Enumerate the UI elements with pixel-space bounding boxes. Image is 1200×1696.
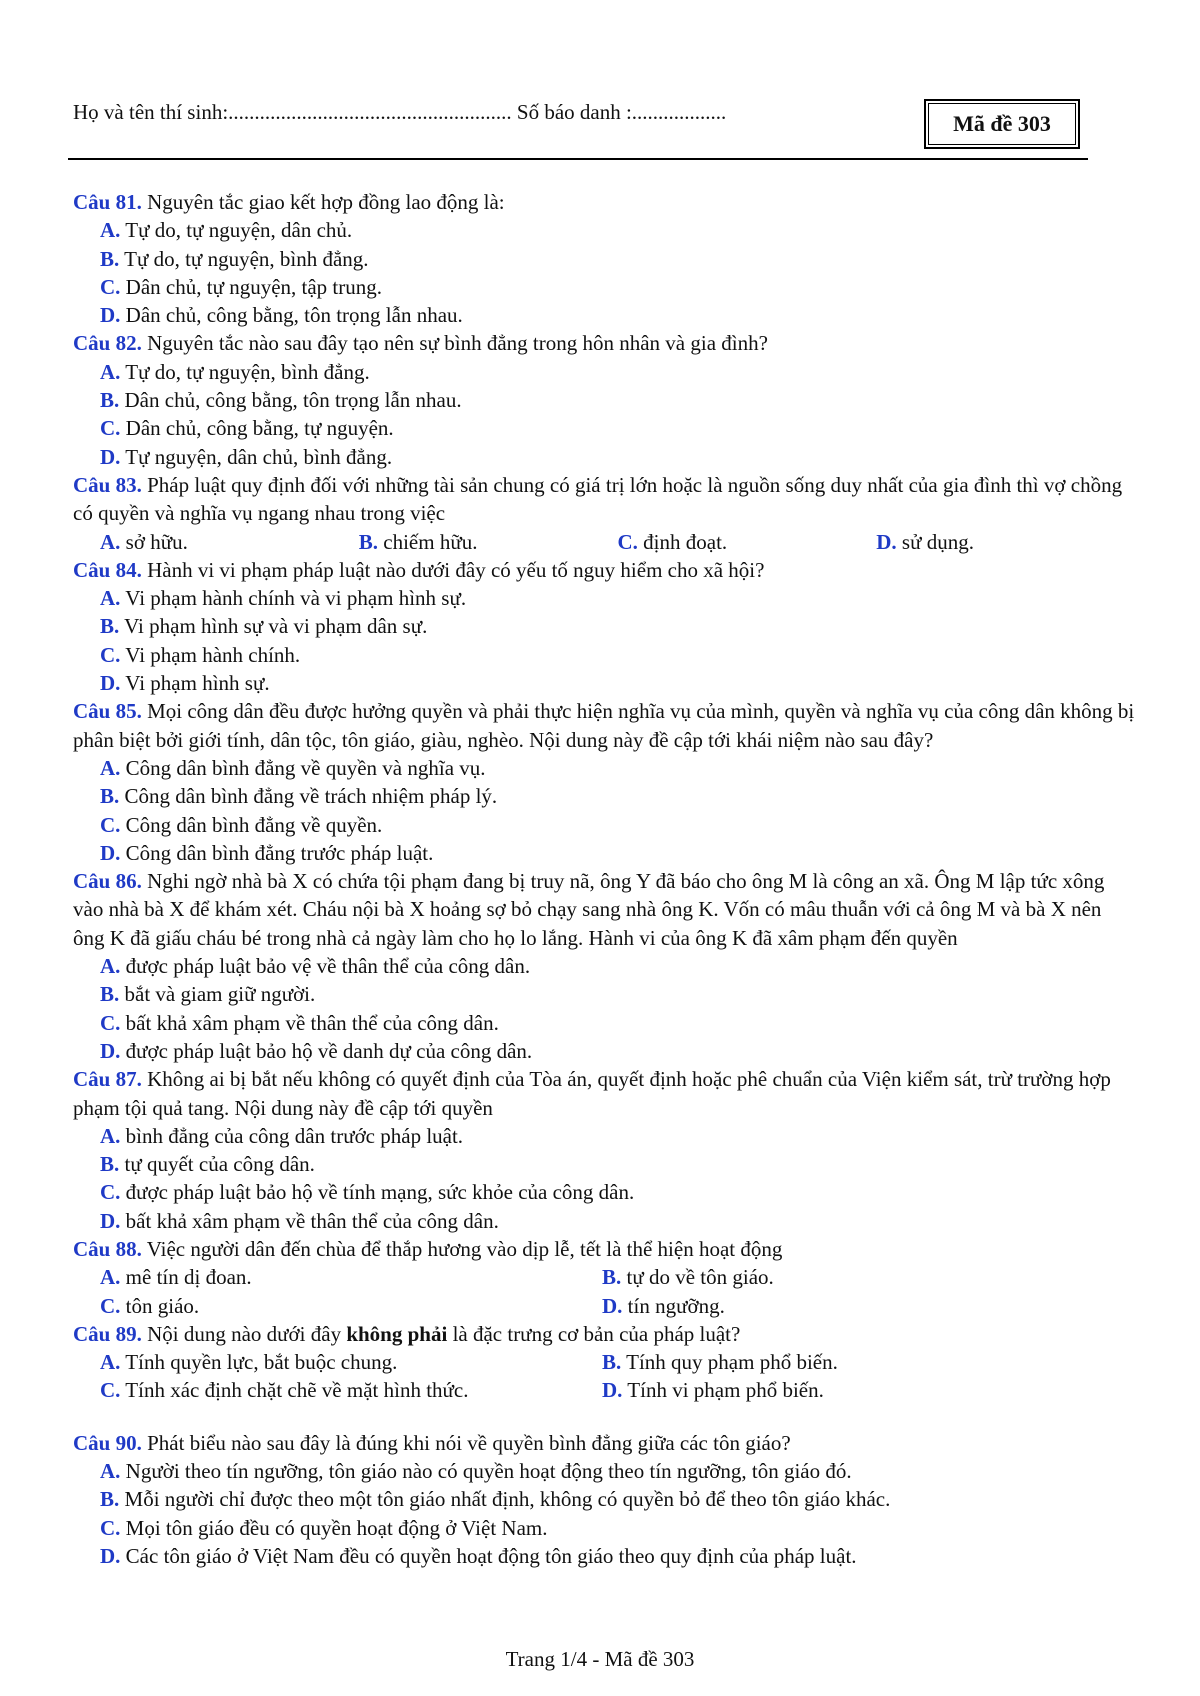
options-row [100,1376,1135,1404]
answer-option[interactable] [876,528,1135,556]
answer-option[interactable] [602,1263,1104,1291]
answer-options [73,528,1135,556]
header-divider [68,158,1088,160]
option-text: Vi phạm hành chính và vi phạm hình sự. [125,586,467,611]
option-letter: C. [100,1378,121,1403]
option-text: tín ngưỡng. [627,1293,725,1318]
answer-option[interactable] [100,1542,1135,1570]
option-letter: A. [100,218,121,243]
question-text: là đặc trưng cơ bản của pháp luật? [452,1321,741,1346]
option-letter: B. [602,1265,622,1290]
answer-option[interactable] [100,414,1135,442]
option-text: Tính vi phạm phổ biến. [627,1378,824,1403]
exam-code-box [924,99,1080,149]
option-text: Vi phạm hình sự. [125,671,270,696]
question-number: Câu 83. [73,472,142,497]
option-text: Công dân bình đẳng trước pháp luật. [125,840,434,865]
option-letter: B. [100,388,120,413]
option-letter: C. [100,1293,121,1318]
answer-option[interactable] [100,1009,1135,1037]
question-number: Câu 85. [73,699,142,724]
options-row [100,1263,1135,1291]
option-letter: C. [617,529,638,554]
option-text: Tính quy phạm phổ biến. [626,1350,838,1375]
question-stem [73,697,1135,754]
answer-options [73,1263,1135,1320]
option-text: Người theo tín ngưỡng, tôn giáo nào có quyền hoạt động theo tín ngưỡng, tôn giáo đó. [125,1459,852,1484]
option-letter: A. [100,529,121,554]
answer-option[interactable] [100,301,1135,329]
option-text: Các tôn giáo ở Việt Nam đều có quyền hoạt động tôn giáo theo quy định của pháp luật. [125,1543,857,1568]
option-text: tự do về tôn giáo. [626,1265,774,1290]
answer-option[interactable] [100,754,1135,782]
option-text: Tính quyền lực, bắt buộc chung. [125,1350,398,1375]
question [73,1065,1135,1235]
option-letter: A. [100,1123,121,1148]
option-text: được pháp luật bảo vệ về thân thể của công dân. [125,954,531,979]
answer-option[interactable] [100,1292,602,1320]
question-stem [73,329,1135,357]
answer-option[interactable] [100,782,1135,810]
question-stem [73,1235,1135,1263]
option-text: bắt và giam giữ người. [124,982,316,1007]
option-text: bất khả xâm phạm về thân thể của công dân. [125,1208,499,1233]
option-letter: B. [100,614,120,639]
option-letter: D. [602,1378,623,1403]
options-row [100,1292,1135,1320]
option-letter: D. [100,303,121,328]
option-letter: C. [100,416,121,441]
question [73,188,1135,329]
answer-option[interactable] [100,1485,1135,1513]
answer-options [73,358,1135,471]
option-letter: C. [100,1010,121,1035]
question-text: Phát biểu nào sau đây là đúng khi nói về quyền bình đẳng giữa các tôn giáo? [147,1430,791,1455]
question-stem [73,188,1135,216]
answer-option[interactable] [100,1122,1135,1150]
option-letter: D. [100,840,121,865]
option-letter: D. [602,1293,623,1318]
option-letter: B. [100,246,120,271]
question-stem [73,471,1135,528]
question-number: Câu 87. [73,1067,142,1092]
option-text: Tính xác định chặt chẽ về mặt hình thức. [125,1378,469,1403]
answer-option[interactable] [100,1263,602,1291]
answer-option[interactable] [100,980,1135,1008]
question-number: Câu 88. [73,1236,142,1261]
option-text: sử dụng. [901,529,974,554]
question [73,1320,1135,1405]
answer-option[interactable] [359,528,618,556]
option-text: tự quyết của công dân. [124,1152,315,1177]
option-letter: B. [100,784,120,809]
option-text: được pháp luật bảo hộ về danh dự của công dân. [125,1038,533,1063]
option-text: Tự do, tự nguyện, bình đẳng. [125,359,370,384]
answer-options [73,1122,1135,1235]
question-stem [73,1429,1135,1457]
question-stem [73,1320,1135,1348]
question-text: Việc người dân đến chùa để thắp hương vào dịp lễ, tết là thể hiện hoạt động [146,1236,783,1261]
option-letter: A. [100,1459,121,1484]
option-letter: D. [100,1543,121,1568]
answer-option[interactable] [100,1178,1135,1206]
answer-options [73,584,1135,697]
question-text: Nguyên tắc giao kết hợp đồng lao động là: [147,190,505,214]
question [73,867,1135,1065]
answer-option[interactable] [100,273,1135,301]
answer-option[interactable] [100,443,1135,471]
option-text: được pháp luật bảo hộ về tính mạng, sức khỏe của công dân. [125,1180,635,1205]
option-letter: C. [100,642,121,667]
answer-option[interactable] [100,1514,1135,1542]
answer-option[interactable] [100,669,1135,697]
question [73,1235,1135,1320]
answer-options [73,1348,1135,1405]
option-letter: B. [100,1487,120,1512]
option-letter: B. [100,982,120,1007]
answer-option[interactable] [100,358,1135,386]
option-text: Dân chủ, công bằng, tôn trọng lẫn nhau. [124,388,462,413]
option-letter: D. [100,1208,121,1233]
option-text: Vi phạm hành chính. [125,642,301,667]
answer-options [73,216,1135,329]
option-text: Tự nguyện, dân chủ, bình đẳng. [125,444,393,469]
option-text: Công dân bình đẳng về trách nhiệm pháp lý. [124,784,498,809]
question-number: Câu 89. [73,1321,142,1346]
option-text: Mọi tôn giáo đều có quyền hoạt động ở Việt Nam. [125,1515,548,1540]
option-letter: A. [100,954,121,979]
question [73,556,1135,697]
answer-option[interactable] [100,839,1135,867]
option-text: sở hữu. [125,529,188,554]
option-letter: C. [100,812,121,837]
answer-option[interactable] [100,1207,1135,1235]
answer-option[interactable] [618,528,877,556]
question-stem [73,1065,1135,1122]
option-letter: D. [100,444,121,469]
option-text: Dân chủ, tự nguyện, tập trung. [125,274,382,299]
option-text: Vi phạm hình sự và vi phạm dân sự. [124,614,428,639]
page-footer: Trang 1/4 - Mã đề 303 [505,1647,695,1671]
option-letter: A. [100,1350,121,1375]
option-text: Tự do, tự nguyện, bình đẳng. [124,246,369,271]
option-letter: A. [100,359,121,384]
answer-option[interactable] [100,811,1135,839]
question-text: Nguyên tắc nào sau đây tạo nên sự bình đẳng trong hôn nhân và gia đình? [147,331,768,356]
answer-options [73,952,1135,1065]
answer-option[interactable] [100,1348,602,1376]
option-letter: D. [100,1038,121,1063]
option-letter: A. [100,586,121,611]
question-number: Câu 82. [73,331,142,356]
question-text: Mọi công dân đều được hưởng quyền và phải thực hiện nghĩa vụ của mình, quyền và nghĩa vụ của công dân không bị phân biệt bởi giới tính, dân tộc, tôn giáo, giàu, nghèo. Nội dung này đề cập tới khái niệm nào sau đây? [73,699,1135,752]
answer-option[interactable] [100,528,359,556]
question [73,697,1135,867]
option-letter: A. [100,1265,121,1290]
exam-code: Mã đề 303 [953,111,1051,136]
option-text: Công dân bình đẳng về quyền. [125,812,383,837]
answer-option[interactable] [100,386,1135,414]
answer-option[interactable] [100,245,1135,273]
exam-header [73,100,1053,160]
option-letter: B. [358,529,379,554]
option-letter: C. [100,1515,121,1540]
option-letter: A. [100,755,121,780]
answer-option[interactable] [602,1292,1104,1320]
question-number: Câu 90. [73,1430,142,1455]
question-stem [73,867,1135,952]
question-text: Pháp luật quy định đối với những tài sản chung có giá trị lớn hoặc là nguồn sống duy nhất của gia đình thì vợ chồng có quyền và nghĩa vụ ngang nhau trong việc [73,472,1123,526]
answer-option[interactable] [100,1457,1135,1485]
option-letter: C. [100,274,121,299]
option-text: Tự do, tự nguyện, dân chủ. [125,218,353,243]
answer-option[interactable] [602,1348,1104,1376]
option-letter: B. [100,1152,120,1177]
answer-options [73,754,1135,867]
option-text: Dân chủ, công bằng, tự nguyện. [125,416,394,441]
option-text: Dân chủ, công bằng, tôn trọng lẫn nhau. [125,303,463,328]
question-number: Câu 84. [73,557,142,582]
question-stem [73,556,1135,584]
candidate-info: Họ và tên thí sinh:...................................................... Số báo danh :.................. [73,100,727,124]
answer-option[interactable] [100,612,1135,640]
answer-option[interactable] [100,641,1135,669]
question-text: Hành vi vi phạm pháp luật nào dưới đây có yếu tố nguy hiểm cho xã hội? [147,557,765,582]
answer-option[interactable] [602,1376,1104,1404]
answer-option[interactable] [100,1376,602,1404]
option-letter: D. [876,529,897,554]
answer-option[interactable] [100,584,1135,612]
option-text: bất khả xâm phạm về thân thể của công dân. [125,1010,499,1035]
option-text: chiếm hữu. [383,529,478,554]
answer-options [73,1457,1135,1570]
answer-option[interactable] [100,216,1135,244]
option-text: bình đẳng của công dân trước pháp luật. [125,1123,464,1148]
option-text: định đoạt. [643,529,728,554]
question [73,329,1135,470]
answer-option[interactable] [100,952,1135,980]
options-row [100,1348,1135,1376]
answer-option[interactable] [100,1150,1135,1178]
question [73,1429,1135,1570]
question-emphasis: không phải [346,1321,448,1346]
question [73,471,1135,556]
option-text: tôn giáo. [125,1293,200,1318]
question-text: Nghi ngờ nhà bà X có chứa tội phạm đang bị truy nã, ông Y đã báo cho ông M là công an xã. Ông M lập tức xông vào nhà bà X để khám xét. Cháu nội bà X hoảng sợ bỏ chạy sang nhà ông K. Vốn có mâu thuẫn với cả ông M và bà X nên ông K đã giấu cháu bé trong nhà cả ngày làm cho họ lo lắng. Hành vi của ông K đã xâm phạm đến quyền [73,869,1105,950]
question-text: Không ai bị bắt nếu không có quyết định của Tòa án, quyết định hoặc phê chuẩn của Viện kiểm sát, trừ trường hợp phạm tội quả tang. Nội dung này đề cập tới quyền [73,1067,1111,1120]
question-text: Nội dung nào dưới đây [147,1321,342,1346]
option-text: mê tín dị đoan. [125,1265,252,1290]
option-letter: C. [100,1180,121,1205]
option-text: Công dân bình đẳng về quyền và nghĩa vụ. [125,755,486,780]
options-row [100,528,1135,556]
option-letter: B. [602,1350,622,1375]
question-number: Câu 81. [73,190,142,214]
answer-option[interactable] [100,1037,1135,1065]
option-letter: D. [100,671,121,696]
question-list [73,188,1135,1570]
question-number: Câu 86. [73,869,142,894]
option-text: Mỗi người chỉ được theo một tôn giáo nhất định, không có quyền bỏ để theo tôn giáo khác. [124,1487,891,1512]
